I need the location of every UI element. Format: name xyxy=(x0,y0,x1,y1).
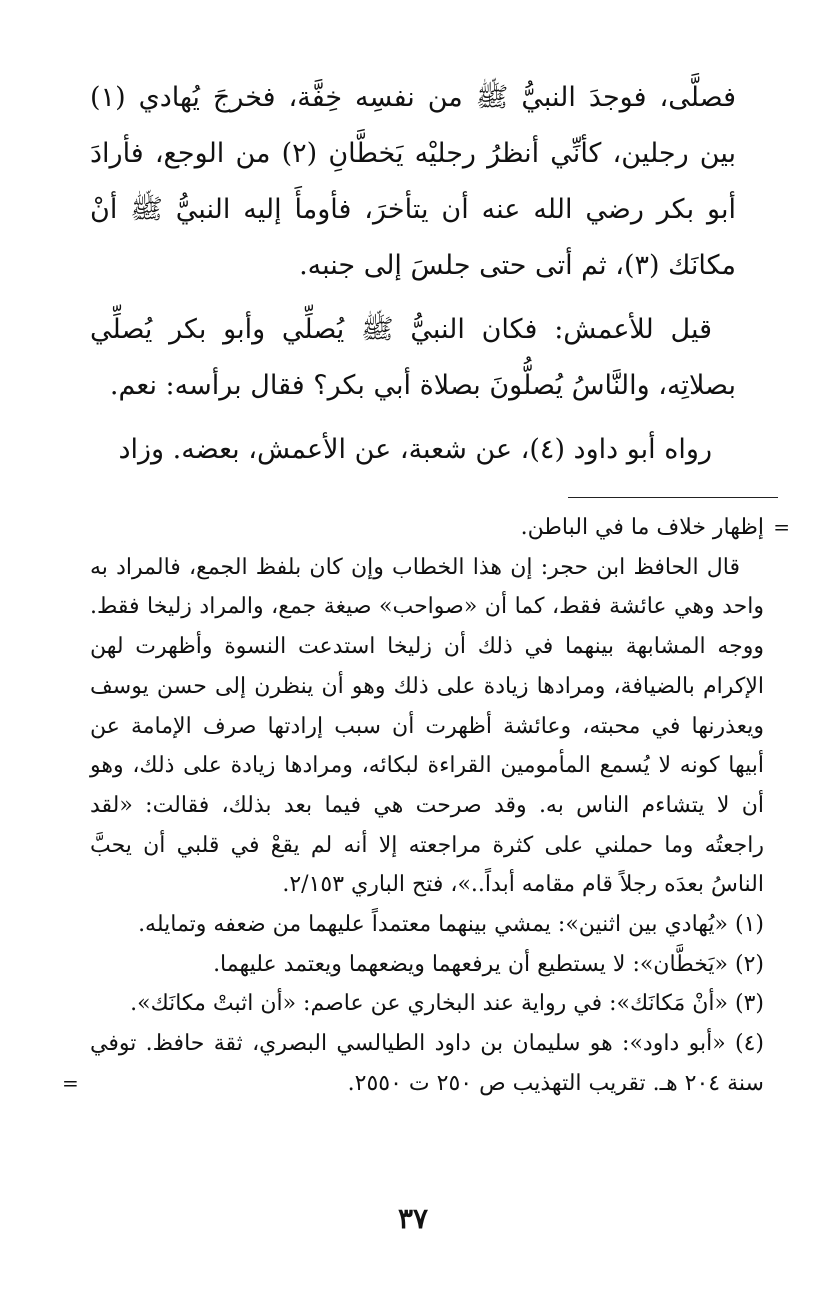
footnotes xyxy=(62,508,790,1104)
footnote-continuation xyxy=(90,508,790,548)
footnote-4-text: (٤) «أبو داود»: هو سليمان بن داود الطيالسي البصري، ثقة حافظ. توفي سنة ٢٠٤ هـ. تقريب التهذيب ص ٢٥٠ ت ٢٥٥٠. xyxy=(90,1031,764,1096)
main-text xyxy=(90,70,736,478)
ibn-hajar-quote: قال الحافظ ابن حجر: إن هذا الخطاب وإن كان بلفظ الجمع، فالمراد به واحد وهي عائشة فقط، كما أن «صواحب» صيغة جمع، والمراد زليخا فقط. ووجه المشابهة بينهما في ذلك أن زليخا استدعت النسوة وأظهرت لهن الإكرام بالضيافة، ومرادها زيادة على ذلك وهو أن ينظرن إلى حسن يوسف ويعذرنها في محبته، وعائشة أظهرت أن سبب إرادتها صرف الإمامة عن أبيها كونه لا يُسمع المأمومين القراءة لبكائه، ومرادها زيادة على ذلك، وهو أن لا يتشاءم الناس به. وقد صرحت هي فيما بعد بذلك، فقالت: «لقد راجعتُه وما حملني على كثرة مراجعته إلا أنه لم يقعْ في قلبي أن يحبَّ الناسُ بعدَه رجلاً قام مقامه أبداً..»، فتح الباري ٢/١٥٣. xyxy=(90,554,764,898)
continuation-text: إظهار خلاف ما في الباطن. xyxy=(520,515,764,540)
main-paragraph-1: فصلَّى، فوجدَ النبيُّ ﷺ من نفسِه خِفَّة، فخرجَ يُهادي (١) بين رجلين، كأنِّي أنظرُ رجليْه يَخطَّانِ (٢) من الوجع، فأرادَ أبو بكر رضي الله عنه أن يتأخرَ، فأومأَ إليه النبيُّ ﷺ أنْ مكانَك (٣)، ثم أتى حتى جلسَ إلى جنبه. xyxy=(90,82,736,281)
main-paragraph-3: رواه أبو داود (٤)، عن شعبة، عن الأعمش، بعضه. وزاد xyxy=(118,434,712,465)
continues-marker: = xyxy=(62,1070,79,1095)
main-paragraph-2: قيل للأعمش: فكان النبيُّ ﷺ يُصلِّي وأبو بكر يُصلِّي بصلاتِه، والنَّاسُ يُصلُّونَ بصلاة أبي بكر؟ فقال برأسه: نعم. xyxy=(90,314,736,401)
footnote-4 xyxy=(62,1024,764,1103)
page-number: ٣٧ xyxy=(397,1202,429,1235)
footnote-separator xyxy=(568,497,778,498)
footnote-3: (٣) «أنْ مَكانَك»: في رواية عند البخاري عن عاصم: «أن اثبتْ مكانَك». xyxy=(130,991,764,1017)
footnote-1: (١) «يُهادي بين اثنين»: يمشي بينهما معتمداً عليهما من ضعفه وتمايله. xyxy=(138,912,764,938)
continuation-marker: = xyxy=(773,515,790,539)
footnote-2: (٢) «يَخطَّان»: لا يستطيع أن يرفعهما ويضعهما ويعتمد عليهما. xyxy=(213,951,764,977)
